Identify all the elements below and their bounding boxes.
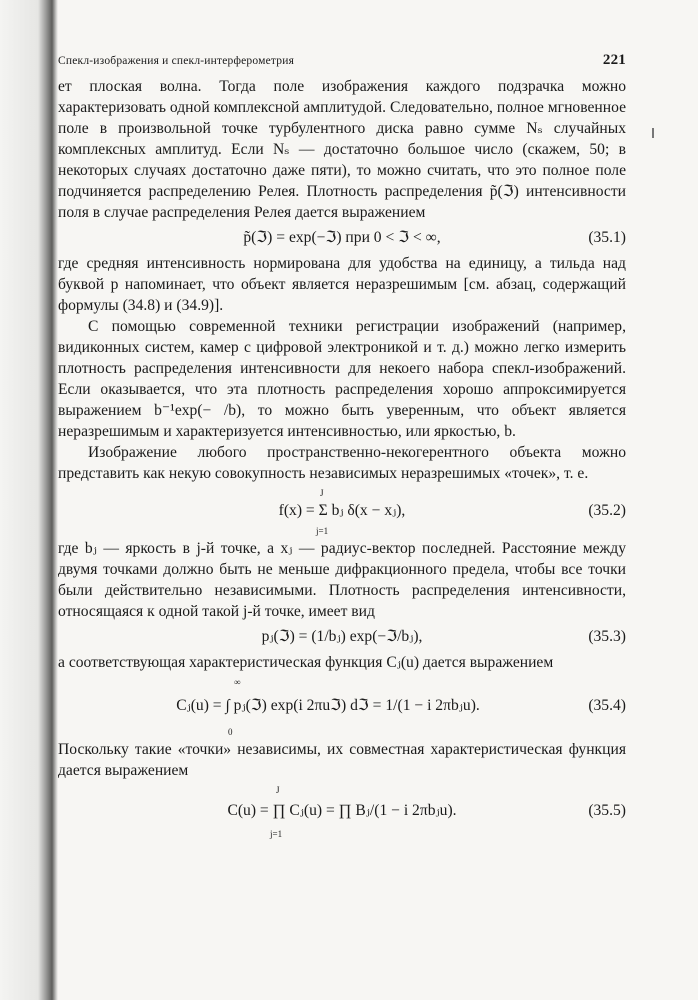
paragraph-5: где bⱼ — яркость в j-й точке, а xⱼ — радиус-вектор последней. Расстояние между двумя точками должно быть не меньше дифракционного предела, чтобы все точки были действительно независимыми. Плотность распределения интенсивности, относящаяся к одной такой j-й точке, имеет вид [58, 540, 626, 620]
paragraph-4: Изображение любого пространственно-некогерентного объекта можно представить как некую совокупность независимых неразрешимых «точек», т. е. [58, 444, 626, 482]
product-lower-limit: j=1 [270, 829, 283, 839]
equation-formula: p̃(ℑ) = exp(−ℑ) при 0 < ℑ < ∞, [243, 229, 441, 246]
book-spine-shadow [0, 0, 58, 1000]
equation-formula: Cⱼ(u) = ∫ pⱼ(ℑ) exp(i 2πuℑ) dℑ = 1/(1 − i 2πbⱼu). [176, 697, 480, 714]
paragraph-3: С помощью современной техники регистрации изображений (например, видиконных систем, камер с цифровой электроникой и т. д.) можно легко измерить плотность распределения интенсивности для некоего набора спекл-изображений. Если оказывается, что эта плотность распределения хорошо аппроксимируется выражением b⁻¹exp(− /b), то можно быть уверенным, что объект является неразрешимым и характеризуется интенсивностью, или яркостью, b. [58, 318, 626, 440]
paragraph-6: а соответствующая характеристическая функция Cⱼ(u) дается выражением [58, 654, 554, 671]
equation-formula: f(x) = Σ bⱼ δ(x − xⱼ), [278, 502, 406, 519]
integral-lower-limit: 0 [228, 727, 233, 737]
paragraph-2: где средняя интенсивность нормирована для удобства на единицу, а тильда над буквой p напоминает, что объект является неразрешимым [см. абзац, содержащий формулы (34.8) и (34.9)]. [58, 255, 626, 314]
product-upper-limit: J [276, 785, 280, 795]
page-number: 221 [602, 52, 626, 68]
book-page [58, 52, 626, 841]
equation-number: (35.2) [588, 502, 626, 519]
equation-formula: pⱼ(ℑ) = (1/bⱼ) exp(−ℑ/bⱼ), [261, 628, 423, 645]
equation-number: (35.3) [588, 628, 626, 645]
page-header [58, 52, 626, 76]
equation-35-1 [58, 223, 626, 253]
running-title: Спекл-изображения и спекл-интерферометрия [58, 55, 295, 67]
equation-35-4 [58, 673, 626, 739]
equation-35-2 [58, 484, 626, 538]
equation-number: (35.4) [588, 697, 626, 714]
sum-upper-limit: J [320, 488, 324, 498]
equation-number: (35.1) [588, 229, 626, 246]
paragraph-7: Поскольку такие «точки» независимы, их совместная характеристическая функция дается выражением [58, 741, 626, 779]
equation-35-3 [58, 622, 626, 652]
equation-number: (35.5) [588, 802, 626, 819]
integral-upper-limit: ∞ [234, 677, 241, 687]
sum-lower-limit: j=1 [316, 526, 329, 536]
margin-mark [652, 128, 654, 138]
equation-35-5 [58, 781, 626, 841]
equation-formula: C(u) = ∏ Cⱼ(u) = ∏ Bⱼ/(1 − i 2πbⱼu). [227, 802, 457, 819]
paragraph-1: ет плоская волна. Тогда поле изображения каждого подзрачка можно характеризовать одной комплексной амплитудой. Следовательно, полное мгновенное поле в произвольной точке турбулентного диска равно сумме Nₛ случайных комплексных амплитуд. Если Nₛ — достаточно большое число (скажем, 50; в некоторых случаях достаточно даже пяти), то можно считать, что это полное поле подчиняется распределению Релея. Плотность распределения p̃(ℑ) интенсивности поля в случае распределения Релея дается выражением [58, 78, 626, 221]
